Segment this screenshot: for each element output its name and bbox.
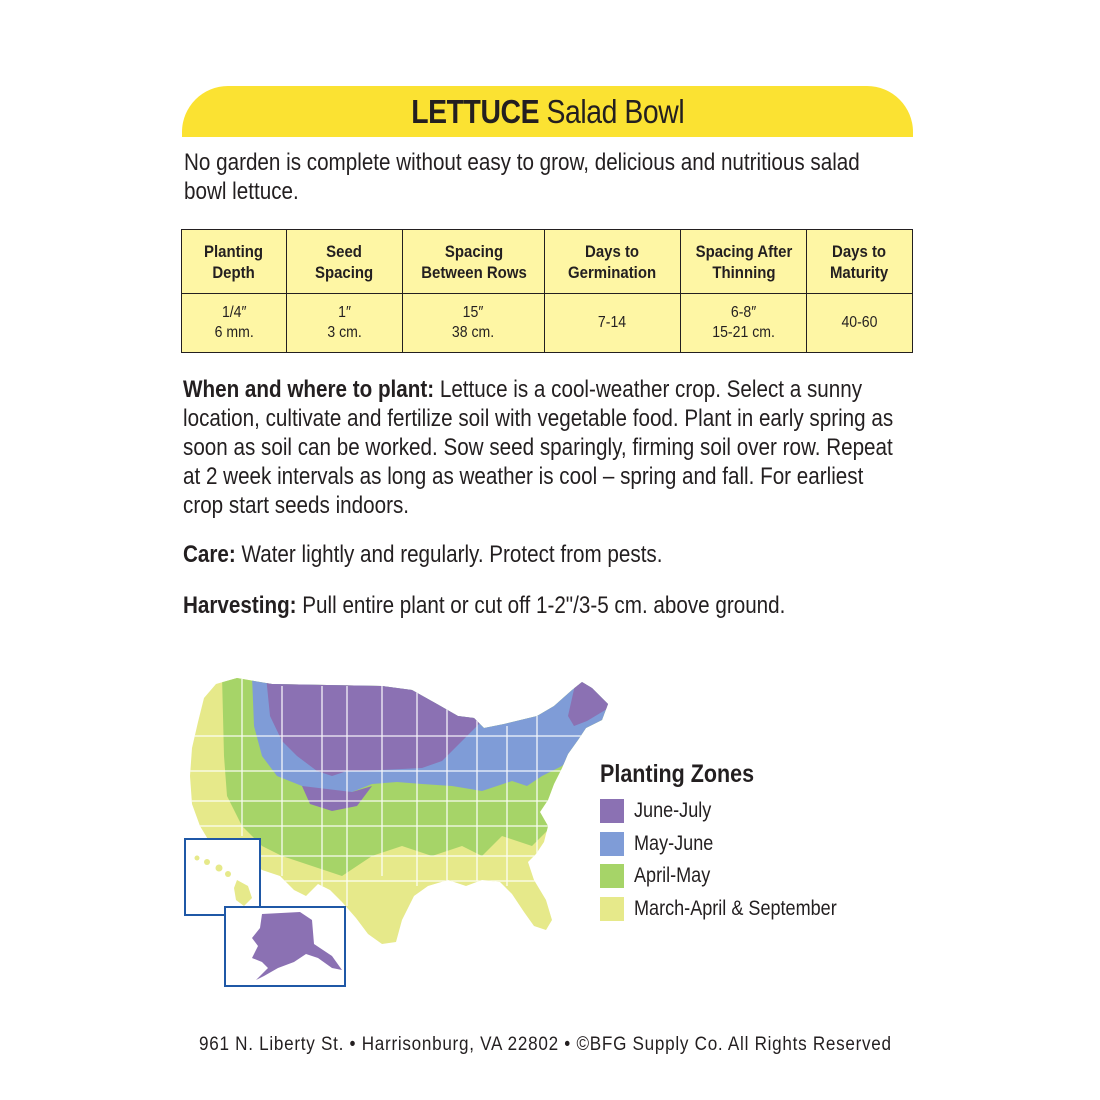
section-heading: Care: xyxy=(183,541,236,568)
variety-name: Salad Bowl xyxy=(546,92,684,130)
section-body: Pull entire plant or cut off 1-2"/3-5 cm. above ground. xyxy=(296,592,786,619)
legend-swatch xyxy=(600,832,624,856)
legend-item xyxy=(600,828,930,861)
legend-label: April-May xyxy=(634,864,711,888)
table-cell: 1/4″ 6 mm. xyxy=(182,294,287,353)
care-section xyxy=(183,540,1043,569)
table-header-cell: Days to Germination xyxy=(545,230,681,294)
table-cell: 15″ 38 cm. xyxy=(403,294,545,353)
section-body: Lettuce is a cool-weather crop. Select a sunny location, cultivate and fertilize soil with vegetable food. Plant in early spring as soon as soil can be worked. Sow seed sparingly, firming soil over row. Repeat at 2 week intervals as long as weather is cool – spring and fall. For earliest crop start seeds indoors. xyxy=(183,376,894,519)
table-header-cell: Seed Spacing xyxy=(287,230,403,294)
intro-text: No garden is complete without easy to grow, delicious and nutritious salad bowl lettuce. xyxy=(184,149,860,205)
hawaii-inset xyxy=(185,839,260,915)
legend-swatch xyxy=(600,897,624,921)
section-heading: Harvesting: xyxy=(183,592,297,619)
page-title xyxy=(411,93,684,131)
plant-name: LETTUCE xyxy=(410,92,539,130)
legend-swatch xyxy=(600,864,624,888)
legend-label: March-April & September xyxy=(634,896,837,920)
table-header-cell: Planting Depth xyxy=(182,230,287,294)
when-where-section xyxy=(183,375,1043,520)
table-header-row xyxy=(182,230,913,294)
legend-item xyxy=(600,795,930,828)
legend-title: Planting Zones xyxy=(600,760,755,788)
table-header-cell: Spacing After Thinning xyxy=(681,230,807,294)
table-cell: 40-60 xyxy=(807,294,913,353)
legend-item xyxy=(600,860,930,893)
table-cell: 7-14 xyxy=(545,294,681,353)
planting-zone-map xyxy=(182,676,612,991)
legend-item xyxy=(600,893,930,926)
table-value-row xyxy=(182,294,913,353)
table-cell: 6-8″ 15-21 cm. xyxy=(681,294,807,353)
zone-june-july-northeast xyxy=(568,676,612,726)
planting-zones-legend xyxy=(600,760,930,925)
legend-label: June-July xyxy=(634,799,712,823)
harvesting-section xyxy=(183,591,1043,620)
footer-address: 961 N. Liberty St. • Harrisonburg, VA 22802 • ©BFG Supply Co. All Rights Reserved xyxy=(199,1034,892,1055)
section-heading: When and where to plant: xyxy=(183,376,435,403)
section-body: Water lightly and regularly. Protect from pests. xyxy=(235,541,663,568)
title-banner xyxy=(182,86,913,137)
planting-info-table xyxy=(181,229,913,353)
legend-label: May-June xyxy=(634,831,714,855)
legend-swatch xyxy=(600,799,624,823)
table-header-cell: Days to Maturity xyxy=(807,230,913,294)
table-cell: 1″ 3 cm. xyxy=(287,294,403,353)
table-header-cell: Spacing Between Rows xyxy=(403,230,545,294)
